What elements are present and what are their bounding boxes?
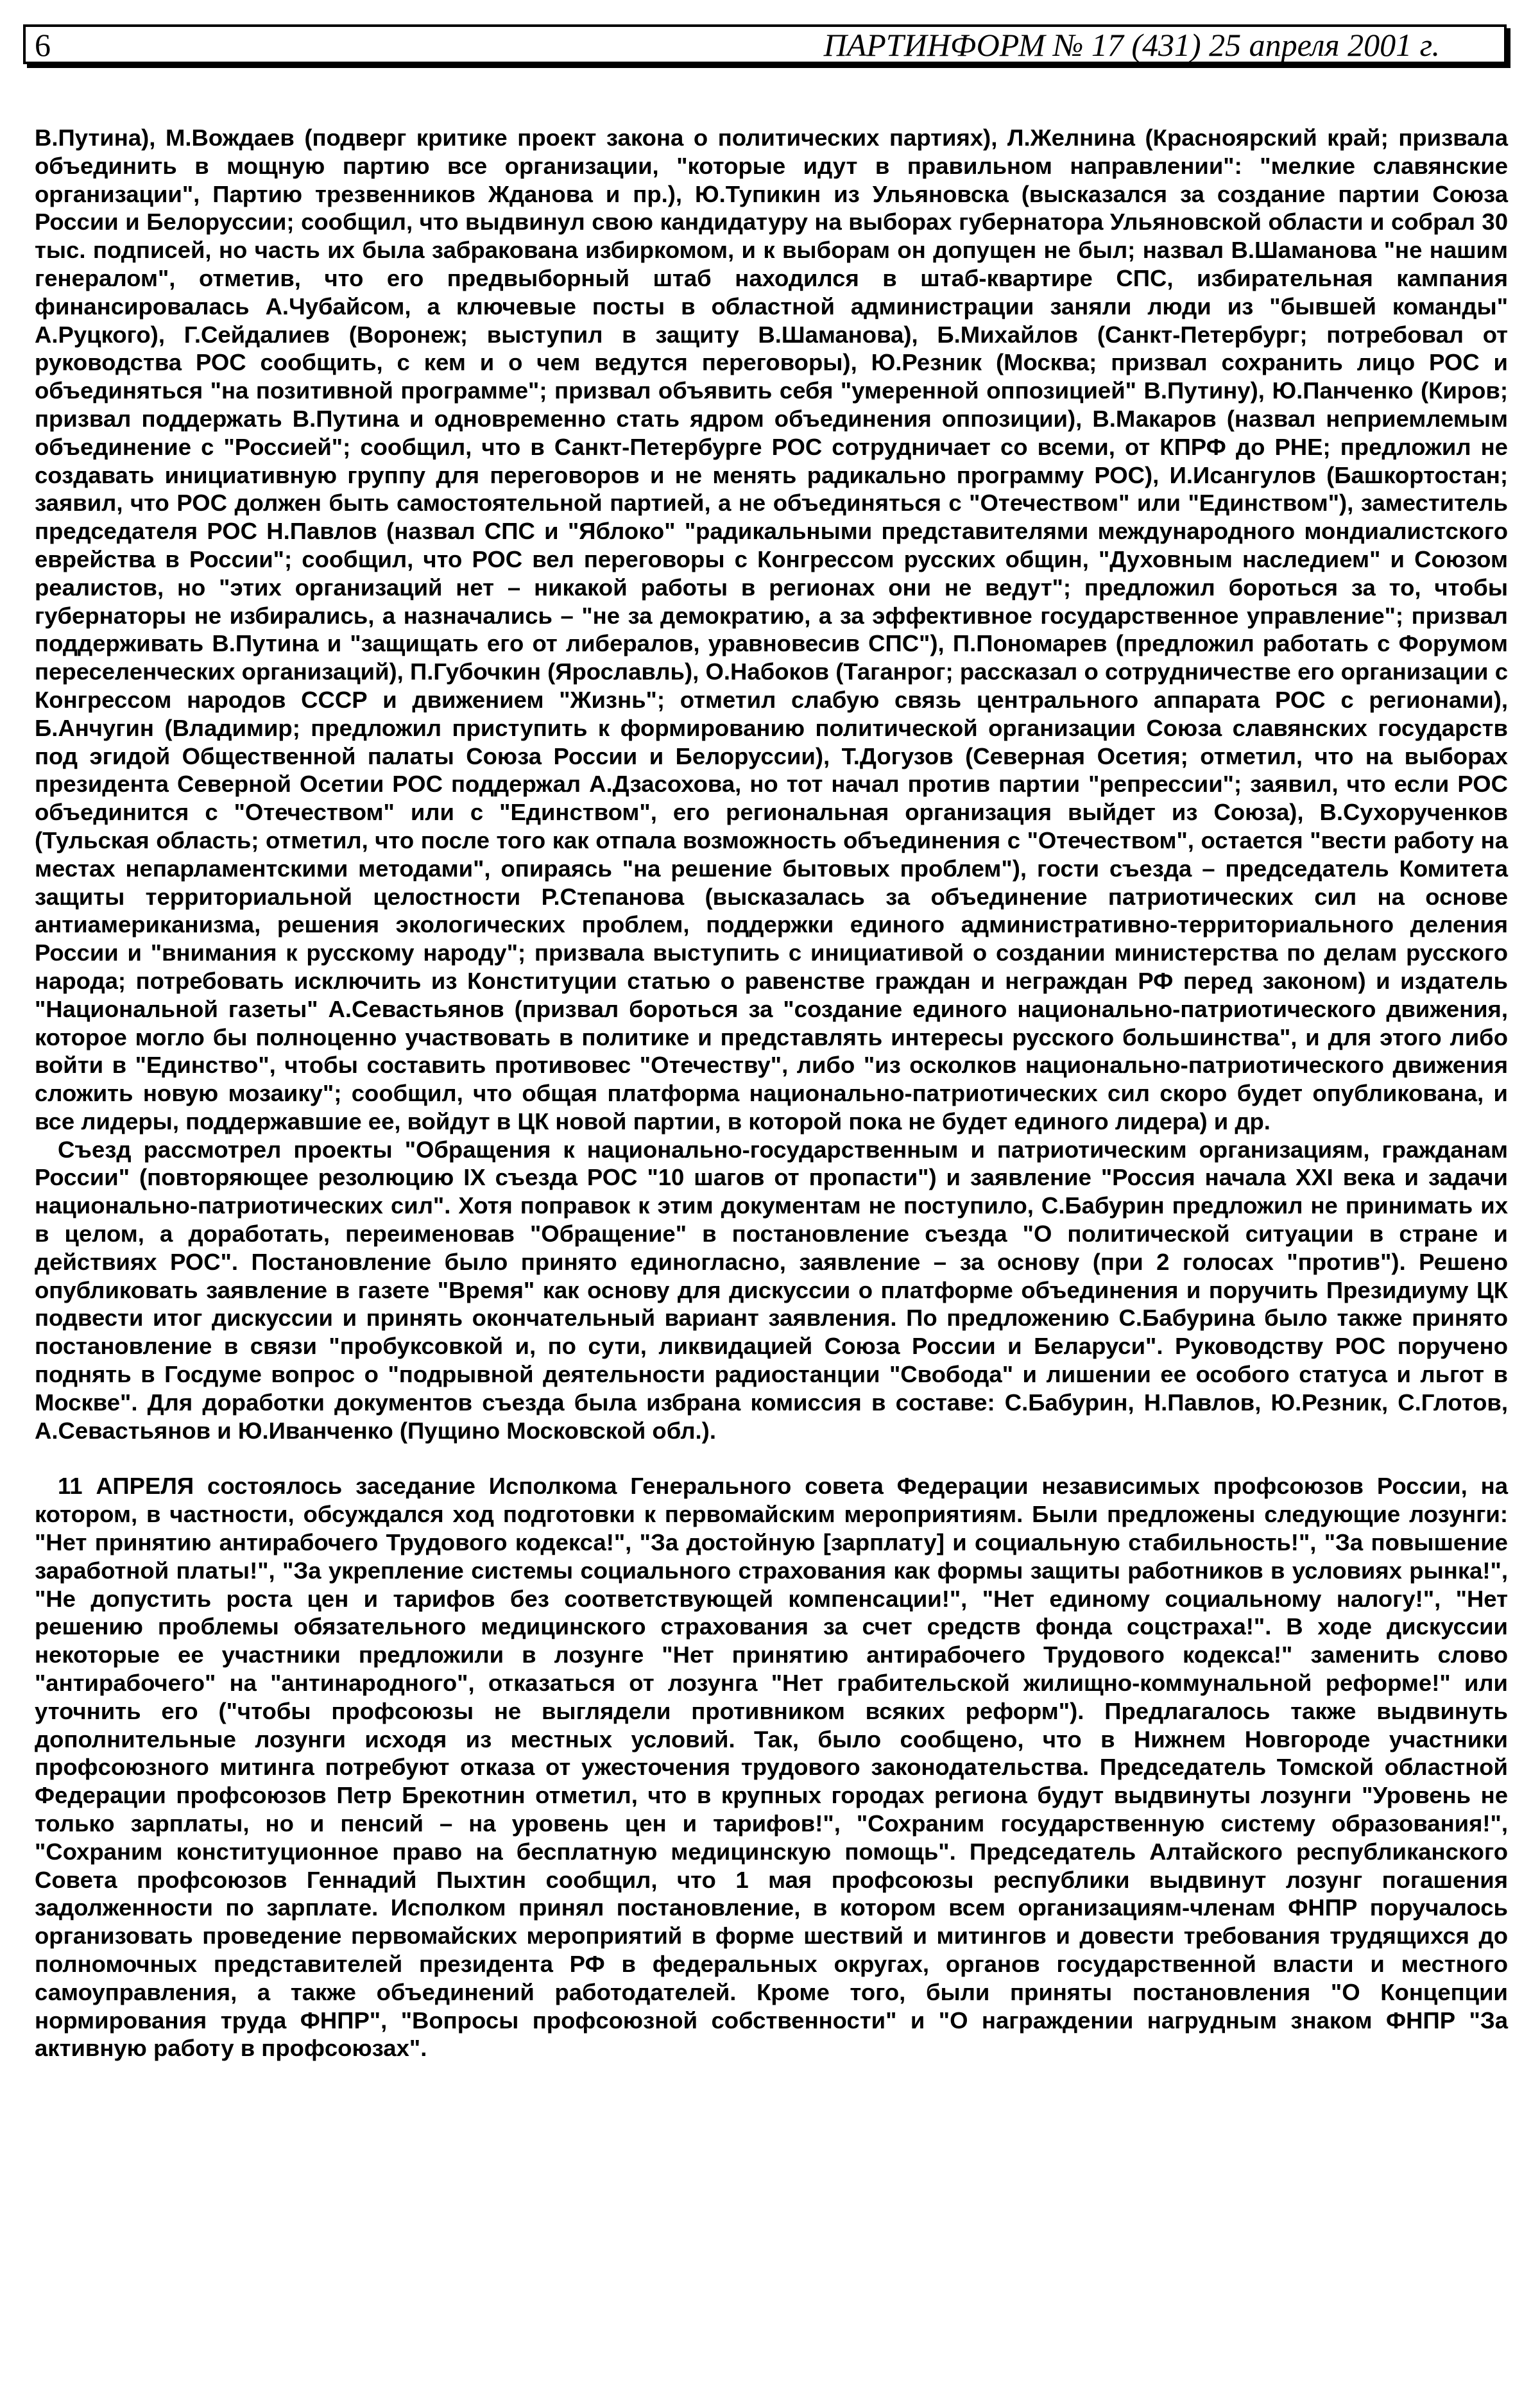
article-paragraph: 11 АПРЕЛЯ состоялось заседание Исполкома Генерального совета Федерации независимых профсоюзов России, на котором, в частности, обсуждался ход подготовки к первомайским мероприятиям. Были предложены следующие лозунги: "Нет принятию антирабочего Трудового кодекса!", "За достойную [зарплату] и социальную стабильность!", "За повышение заработной платы!", "За укрепление системы социального страхования как формы защиты работников в условиях рынка!", "Не допустить роста цен и тарифов без соответствующей компенсации!", "Нет единому социальному налогу!", "Нет решению проблемы обязательного медицинского страхования за счет средств фонда соцстраха!". В ходе дискуссии некоторые ее участники предложили в лозунге "Нет принятию антирабочего Трудового кодекса!" заменить слово "антирабочего" на "антинародного", отказаться от лозунга "Нет грабительской жилищно-коммунальной реформе!" или уточнить его ("чтобы профсоюзы не выглядели противником всяких реформ"). Предлагалось также выдвинуть дополнительные лозунги исходя из местных условий. Так, было сообщено, что в Нижнем Новгороде участники профсоюзного митинга потребуют отказа от ужесточения трудового законодательства. Председатель Томской областной Федерации профсоюзов Петр Брекотнин отметил, что в крупных городах региона будут выдвинуты лозунги "Уровень не только зарплаты, но и пенсий – на уровень цен и тарифов!", "Сохраним государственную систему образования!", "Сохраним конституционное право на бесплатную медицинскую помощь". Председатель Алтайского республиканского Совета профсоюзов Геннадий Пыхтин сообщил, что 1 мая профсоюзы республики выдвинут лозунг погашения задолженности по зарплате. Исполком принял постановление, в котором всем организациям-членам ФНПР поручалось организовать проведение первомайских мероприятий в форме шествий и митингов и довести требования трудящихся до полномочных представителей президента РФ в федеральных округах, органов государственной власти и местного самоуправления, а также объединений работодателей. Кроме того, были приняты постановления "О Концепции нормирования труда ФНПР", "Вопросы профсоюзной собственности" и "О награждении нагрудным знаком ФНПР "За активную работу в профсоюзах". xyxy=(35,1473,1508,2062)
page-number: 6 xyxy=(35,27,51,63)
article-paragraph: Съезд рассмотрел проекты "Обращения к национально-государственным и патриотическим организациям, гражданам России" (повторяющее резолюцию IX съезда РОС "10 шагов от пропасти") и заявление "Россия начала XXI века и задачи национально-патриотических сил". Хотя поправок к этим документам не поступило, С.Бабурин предложил не принимать их в целом, а доработать, переименовав "Обращение" в постановление съезда "О политической ситуации в стране и действиях РОС". Постановление было принято единогласно, заявление – за основу (при 2 голосах "против"). Решено опубликовать заявление в газете "Время" как основу для дискуссии о платформе объединения и поручить Президиуму ЦК подвести итог дискуссии и принять окончательный вариант заявления. По предложению С.Бабурина было также принято постановление в связи "пробуксовкой и, по сути, ликвидацией Союза России и Беларуси". Руководству РОС поручено поднять в Госдуме вопрос о "подрывной деятельности радиостанции "Свобода" и лишении ее особого статуса и льгот в Москве". Для доработки документов съезда была избрана комиссия в составе: С.Бабурин, Н.Павлов, Ю.Резник, С.Глотов, А.Севастьянов и Ю.Иванченко (Пущино Московской обл.). xyxy=(35,1136,1508,1444)
article-paragraph: В.Путина), М.Вождаев (подверг критике проект закона о политических партиях), Л.Желнина (Красноярский край; призвала объединить в мощную партию все организации, "которые идут в правильном направлении": "мелкие славянские организации", Партию трезвенников Жданова и пр.), Ю.Тупикин из Ульяновска (высказался за создание партии Союза России и Белоруссии; сообщил, что выдвинул свою кандидатуру на выборах губернатора Ульяновской области и собрал 30 тыс. подписей, но часть их была забракована избиркомом, и к выборам он допущен не был; назвал В.Шаманова "не нашим генералом", отметив, что его предвыборный штаб находился в штаб-квартире СПС, избирательная кампания финансировалась А.Чубайсом, а ключевые посты в областной администрации заняли люди из "бывшей команды" А.Руцкого), Г.Сейдалиев (Воронеж; выступил в защиту В.Шаманова), Б.Михайлов (Санкт-Петербург; потребовал от руководства РОС сообщить, с кем и о чем ведутся переговоры), Ю.Резник (Москва; призвал сохранить лицо РОС и объединяться "на позитивной программе"; призвал объявить себя "умеренной оппозицией" В.Путину), Ю.Панченко (Киров; призвал поддержать В.Путина и одновременно стать ядром объединения оппозиции), В.Макаров (назвал неприемлемым объединение с "Россией"; сообщил, что в Санкт-Петербурге РОС сотрудничает со всеми, от КПРФ до РНЕ; предложил не создавать инициативную группу для переговоров и не менять радикально программу РОС), И.Исангулов (Башкортостан; заявил, что РОС должен быть самостоятельной партией, а не объединяться с "Отечеством" или "Единством"), заместитель председателя РОС Н.Павлов (назвал СПС и "Яблоко" "радикальными представителями международного мондиалистского еврейства в России"; сообщил, что РОС вел переговоры с Конгрессом русских общин, "Духовным наследием" и Союзом реалистов, но "этих организаций нет – никакой работы в регионах они не ведут"; предложил бороться за то, чтобы губернаторы не избирались, а назначались – "не за демократию, а за эффективное государственное управление"; призвал поддерживать В.Путина и "защищать его от либералов, уравновесив СПС"), П.Пономарев (предложил работать с Форумом переселенческих организаций), П.Губочкин (Ярославль), О.Набоков (Таганрог; рассказал о сотрудничестве его организации с Конгрессом народов СССР и движением "Жизнь"; отметил слабую связь центрального аппарата РОС с регионами), Б.Анчугин (Владимир; предложил приступить к формированию политической организации Союза славянских государств под эгидой Общественной палаты Союза России и Белоруссии), Т.Догузов (Северная Осетия; отметил, что на выборах президента Северной Осетии РОС поддержал А.Дзасохова, но тот начал против партии "репрессии"; заявил, что если РОС объединится с "Отечеством" или с "Единством", его региональная организация выйдет из Союза), В.Сухорученков (Тульская область; отметил, что после того как отпала возможность объединения с "Отечеством", остается "вести работу на местах непарламентскими методами", опираясь "на решение бытовых проблем"), гости съезда – председатель Комитета защиты территориальной целостности Р.Степанова (высказалась за объединение патриотических сил на основе антиамериканизма, решения экологических проблем, поддержки единого административно-территориального деления России и "внимания к русскому народу"; призвала выступить с инициативой о создании министерства по делам русского народа; потребовать исключить из Конституции статью о равенстве граждан и неграждан РФ перед законом) и издатель "Национальной газеты" А.Севастьянов (призвал бороться за "создание единого национально-патриотического движения, которое могло бы полноценно участвовать в политике и представлять интересы русского большинства", и для этого либо войти в "Единство", чтобы составить противовес "Отечеству", либо "из осколков национально-патриотического движения сложить новую мозаику"; сообщил, что общая платформа национально-патриотических сил скоро будет опубликована, и все лидеры, поддержавшие ее, войдут в ЦК новой партии, в которой пока не будет единого лидера) и др. xyxy=(35,124,1508,1135)
issue-title: ПАРТИНФОРМ № 17 (431) 25 апреля 2001 г. xyxy=(823,27,1440,63)
article-body xyxy=(35,124,1508,2062)
page-header xyxy=(23,24,1507,64)
